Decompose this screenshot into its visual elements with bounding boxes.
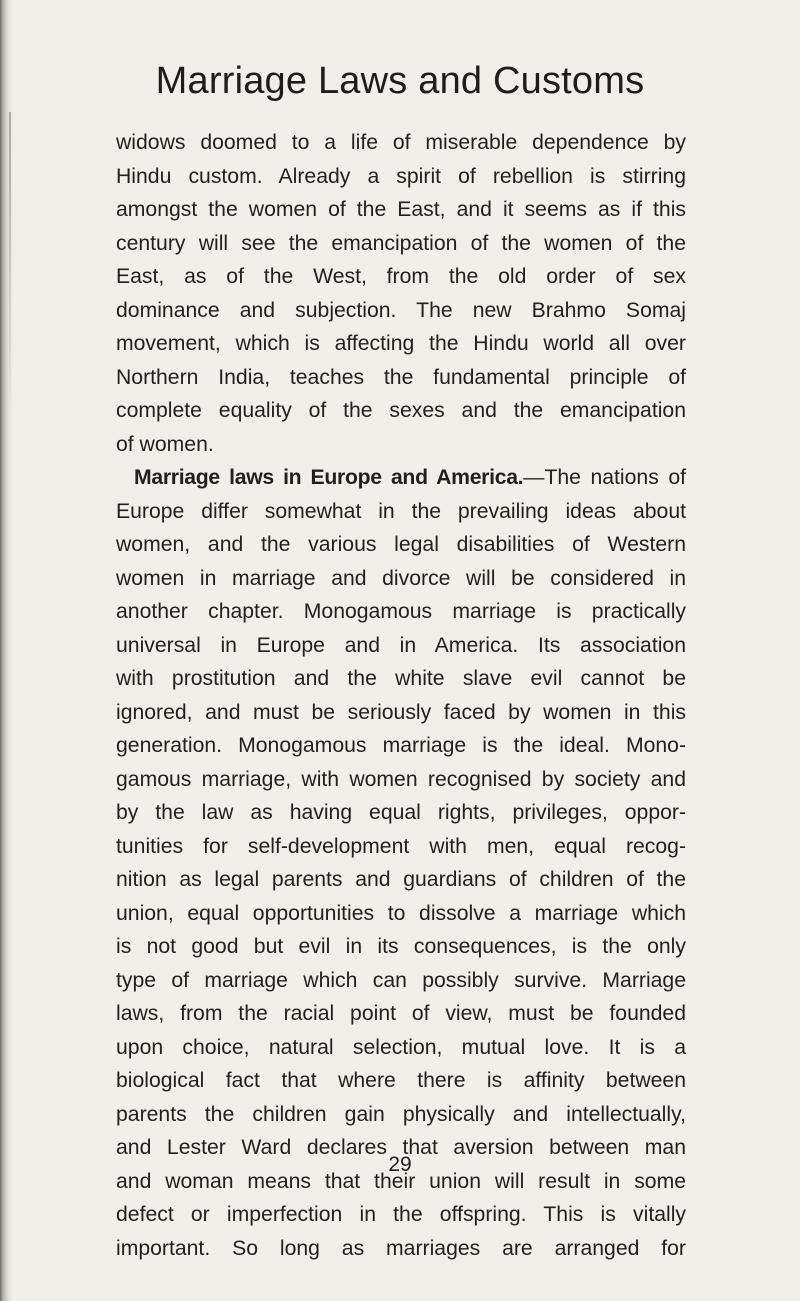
running-head: Marriage Laws and Customs [155,60,645,102]
text-line: generation. Monogamous marriage is the ideal. Mono- [116,734,686,757]
text-line: tunities for self-development with men, equal recog- [116,834,686,858]
text-line: union, equal opportunities to dissolve a marriage which [116,901,686,925]
page-gutter-shadow [0,0,14,1301]
text-line: is not good but evil in its consequences, is the only [116,935,686,958]
text-line: century will see the emancipation of the women of the [116,231,686,255]
text-line: laws, from the racial point of view, must be founded [116,1002,686,1025]
section-heading-line [116,461,686,495]
text-line: amongst the women of the East, and it seems as if this [116,198,686,221]
text-line: dominance and subjection. The new Brahmo Somaj [116,298,686,322]
text-line: Hindu custom. Already a spirit of rebellion is stirring [116,164,686,188]
text-line: complete equality of the sexes and the emancipation [116,399,686,422]
text-line: by the law as having equal rights, privileges, oppor- [116,801,686,824]
page-number: 29 [388,1153,412,1176]
text-line: nition as legal parents and guardians of children of the [116,868,686,891]
text-line: and woman means that their union will result in some [116,1169,686,1193]
text-line: important. So long as marriages are arranged for [116,1236,686,1260]
text-line: gamous marriage, with women recognised by society and [116,767,686,791]
text-line: upon choice, natural selection, mutual love. It is a [116,1035,686,1059]
text-line: Northern India, teaches the fundamental principle of [116,365,686,389]
text-line: women in marriage and divorce will be considered in [116,566,686,590]
section-heading-tail: —The nations of [523,466,686,489]
text-line: defect or imperfection in the offspring. This is vitally [116,1203,686,1226]
text-line: Europe differ somewhat in the prevailing ideas about [116,499,686,523]
body-text [116,126,686,1265]
text-line: women, and the various legal disabilities of Western [116,533,686,556]
text-line: biological fact that where there is affinity between [116,1069,686,1092]
text-line: with prostitution and the white slave evil cannot be [116,667,686,690]
text-line: parents the children gain physically and intellectually, [116,1102,686,1126]
text-line: another chapter. Monogamous marriage is practically [116,600,686,623]
page-gutter-line [9,112,11,412]
text-line: East, as of the West, from the old order of sex [116,265,686,288]
text-line: type of marriage which can possibly survive. Marriage [116,968,686,992]
text-line: and Lester Ward declares that aversion between man [116,1136,686,1159]
section-heading: Marriage laws in Europe and America. [134,466,524,489]
text-line: ignored, and must be seriously faced by women in this [116,700,686,724]
text-line: universal in Europe and in America. Its association [116,633,686,657]
text-line: widows doomed to a life of miserable dependence by [116,131,686,154]
text-line: of women. [116,432,214,456]
text-line: movement, which is affecting the Hindu world all over [116,332,686,355]
